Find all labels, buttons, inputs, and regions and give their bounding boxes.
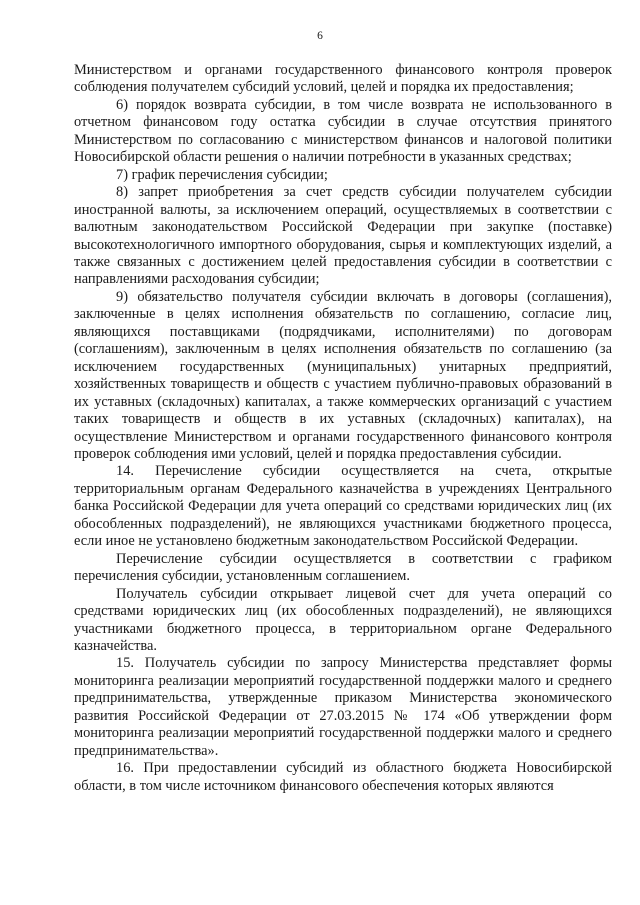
page-number: 6 [317, 30, 323, 42]
paragraph-continuation: Министерством и органами государственного финансового контроля проверок соблюдения получателем субсидий условий, целей и порядка их предоставления; [74, 62, 612, 96]
paragraph-item-6: 6) порядок возврата субсидии, в том числе возврата не использованного в отчетном финансовом году остатка субсидии в случае отсутствия принятого Министерством по согласованию с министерством финансов и налоговой политики Новосибирской области решения о наличии потребности в указанных средствах; [74, 96, 612, 166]
paragraph-transfer-schedule: Перечисление субсидии осуществляется в соответствии с графиком перечисления субсидии, установленным соглашением. [74, 550, 612, 585]
paragraph-clause-16: 16. При предоставлении субсидий из областного бюджета Новосибирской области, в том числе источником финансового обеспечения которых являются [74, 760, 612, 794]
paragraph-item-7: 7) график перечисления субсидии; [116, 166, 328, 183]
paragraph-personal-account: Получатель субсидии открывает лицевой счет для учета операций со средствами юридических лиц (их обособленных подразделений), не являющихся участниками бюджетного процесса, в территориальном органе Федерального казначейства. [74, 585, 612, 654]
document-body [74, 62, 612, 795]
paragraph-clause-14: 14. Перечисление субсидии осуществляется на счета, открытые территориальным органам Федерального казначейства в учреждениях Центрального банка Российской Федерации для учета операций со средствами юридических лиц (их обособленных подразделений), не являющихся участниками бюджетного процесса, если иное не установлено бюджетным законодательством Российской Федерации. [74, 463, 612, 550]
paragraph-item-8: 8) запрет приобретения за счет средств субсидии получателем субсидии иностранной валюты, за исключением операций, осуществляемых в соответствии с валютным законодательством Российской Федерации при закупке (поставке) высокотехнологичного импортного оборудования, сырья и комплектующих изделий, а также связанных с достижением целей предоставления субсидии в соответствии с направлениями расходования субсидии; [74, 184, 612, 288]
paragraph-clause-15: 15. Получатель субсидии по запросу Министерства представляет формы мониторинга реализации мероприятий государственной поддержки малого и среднего предпринимательства, утвержденные приказом Министерства экономического развития Российской Федерации от 27.03.2015 № 174 «Об утверждении форм мониторинга реализации мероприятий государственной поддержки малого и среднего предпринимательства». [74, 655, 612, 759]
paragraph-item-9: 9) обязательство получателя субсидии включать в договоры (соглашения), заключенные в целях исполнения обязательств по соглашению, согласие лиц, являющихся поставщиками (подрядчиками, исполнителями) по договорам (соглашениям), заключенным в целях исполнения обязательств по соглашению (за исключением государственных (муниципальных) унитарных предприятий, хозяйственных товариществ и обществ с участием публично-правовых образований в их уставных (складочных) капиталах, а также коммерческих организаций с участием таких товариществ и обществ в их уставных (складочных) капиталах), на осуществление Министерством и органами государственного финансового контроля проверок соблюдения ими условий, целей и порядка предоставления субсидии. [74, 288, 612, 462]
